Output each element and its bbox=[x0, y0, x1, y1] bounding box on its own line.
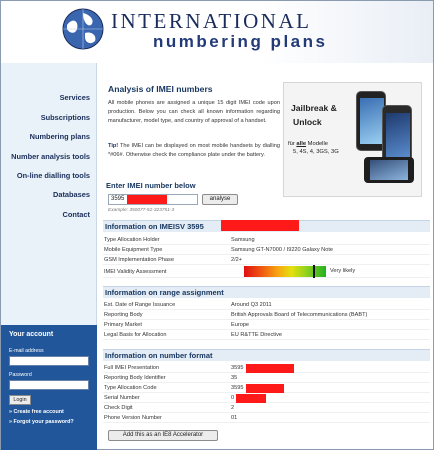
sidebar-item-online-dialling-tools[interactable]: On-line dialling tools bbox=[16, 171, 90, 180]
enter-imei-heading: Enter IMEI number below bbox=[106, 181, 196, 190]
sidebar-item-subscriptions[interactable]: Subscriptions bbox=[40, 113, 90, 122]
row-key: Type Allocation Code bbox=[104, 385, 157, 391]
redaction-bar bbox=[127, 195, 167, 204]
site-title-line1: INTERNATIONAL bbox=[111, 9, 312, 33]
section-heading-text: Information on IMEISV 3595 bbox=[105, 222, 204, 231]
page-title: Analysis of IMEI numbers bbox=[108, 84, 213, 94]
sidebar-item-number-analysis-tools[interactable]: Number analysis tools bbox=[11, 152, 90, 161]
ad-line3-pre: für bbox=[288, 141, 297, 147]
row-key: Mobile Equipment Type bbox=[104, 247, 163, 253]
analyse-button[interactable]: analyse bbox=[202, 194, 238, 205]
validity-marker bbox=[313, 265, 315, 278]
site-header bbox=[1, 1, 433, 63]
row-key: Reporting Body bbox=[104, 312, 143, 318]
row-key: Legal Basis for Allocation bbox=[104, 332, 167, 338]
table-row bbox=[103, 394, 430, 403]
email-label: E-mail address bbox=[9, 348, 44, 354]
imei-input[interactable]: 3595 bbox=[108, 194, 198, 205]
ad-line1: Jailbreak & bbox=[291, 103, 337, 113]
table-row bbox=[103, 321, 430, 330]
row-key: Type Allocation Holder bbox=[104, 237, 160, 243]
phone-image bbox=[364, 157, 414, 183]
table-row bbox=[103, 404, 430, 413]
section-heading-format: Information on number format bbox=[103, 349, 430, 361]
table-row bbox=[103, 311, 430, 320]
ad-line3-em: alle bbox=[296, 141, 307, 147]
main-content bbox=[101, 63, 433, 450]
tip-body: The IMEI can be displayed on most mobile handsets by dialling *#06#. Otherwise check the compliance plate under the battery. bbox=[108, 143, 280, 158]
row-value: 3595 bbox=[231, 385, 244, 391]
row-key: Primary Market bbox=[104, 322, 142, 328]
intro-text: All mobile phones are assigned a unique 15 digit IMEI code upon production. Below you can check all known information regarding manufacturer, model type, and country of approval of a handset. bbox=[108, 100, 280, 124]
row-value: 0 bbox=[231, 395, 235, 401]
row-value: Around Q3 2011 bbox=[231, 302, 272, 308]
redaction-bar bbox=[221, 220, 299, 231]
validity-label: Very likely bbox=[330, 268, 356, 274]
tip-label: Tip! bbox=[108, 143, 119, 149]
table-row bbox=[103, 246, 430, 255]
password-field[interactable] bbox=[9, 380, 89, 390]
sidebar-nav bbox=[1, 63, 97, 325]
row-value: 35 bbox=[231, 375, 238, 381]
table-row bbox=[103, 331, 430, 340]
email-field[interactable] bbox=[9, 356, 89, 366]
redaction-bar bbox=[246, 384, 284, 393]
password-label: Password bbox=[9, 372, 32, 378]
row-key: Phone Version Number bbox=[104, 415, 162, 421]
account-title: Your account bbox=[9, 331, 54, 338]
ad-line3 bbox=[288, 141, 328, 147]
advertisement-banner[interactable] bbox=[283, 82, 422, 197]
table-row bbox=[103, 301, 430, 310]
ad-line2: Unlock bbox=[293, 117, 322, 127]
sidebar-item-contact[interactable]: Contact bbox=[62, 210, 90, 219]
forgot-password-link[interactable]: » Forgot your password? bbox=[9, 419, 74, 425]
table-row bbox=[103, 374, 430, 383]
row-value: 01 bbox=[231, 415, 238, 421]
sidebar-item-databases[interactable]: Databases bbox=[53, 190, 90, 199]
table-row bbox=[103, 414, 430, 423]
create-account-link[interactable]: » Create free account bbox=[9, 409, 64, 415]
redaction-bar bbox=[236, 394, 266, 403]
row-key: Est. Date of Range Issuance bbox=[104, 302, 176, 308]
row-value: 3595 bbox=[231, 365, 244, 371]
row-key: IMEI Validity Assessment bbox=[104, 269, 167, 275]
row-key: Serial Number bbox=[104, 395, 140, 401]
validity-meter bbox=[244, 266, 326, 277]
example-text: Example: 350077-52-323751-3 bbox=[108, 208, 175, 213]
table-row bbox=[103, 236, 430, 245]
tip-text bbox=[108, 142, 280, 160]
add-accelerator-button[interactable]: Add this as an IE8 Accelerator bbox=[108, 430, 218, 441]
row-value: British Approvals Board of Telecommunications (BABT) bbox=[231, 312, 368, 318]
row-value: Europe bbox=[231, 322, 250, 328]
row-key: Reporting Body Identifier bbox=[104, 375, 166, 381]
sidebar-item-numbering-plans[interactable]: Numbering plans bbox=[29, 132, 90, 141]
sidebar-item-services[interactable]: Services bbox=[59, 93, 90, 102]
row-key: GSM Implementation Phase bbox=[104, 257, 174, 263]
ad-line3-post: Modelle bbox=[306, 141, 328, 147]
login-button[interactable]: Login bbox=[9, 395, 31, 405]
sidebar bbox=[1, 63, 97, 450]
row-value: Samsung bbox=[231, 237, 255, 243]
table-row bbox=[103, 256, 430, 265]
row-value: 2 bbox=[231, 405, 235, 411]
account-panel bbox=[1, 325, 97, 450]
row-key: Check Digit bbox=[104, 405, 133, 411]
globe-logo-icon bbox=[61, 7, 105, 51]
site-title-line2: numbering plans bbox=[153, 32, 328, 51]
row-value: Samsung GT-N7000 / I9220 Galaxy Note bbox=[231, 247, 333, 253]
row-value: EU R&TTE Directive bbox=[231, 332, 282, 338]
ad-line4: 5, 4S, 4, 3GS, 3G bbox=[293, 149, 339, 155]
row-key: Full IMEI Presentation bbox=[104, 365, 160, 371]
section-heading-range: Information on range assignment bbox=[103, 286, 430, 298]
row-value: 2/2+ bbox=[231, 257, 243, 263]
redaction-bar bbox=[246, 364, 294, 373]
